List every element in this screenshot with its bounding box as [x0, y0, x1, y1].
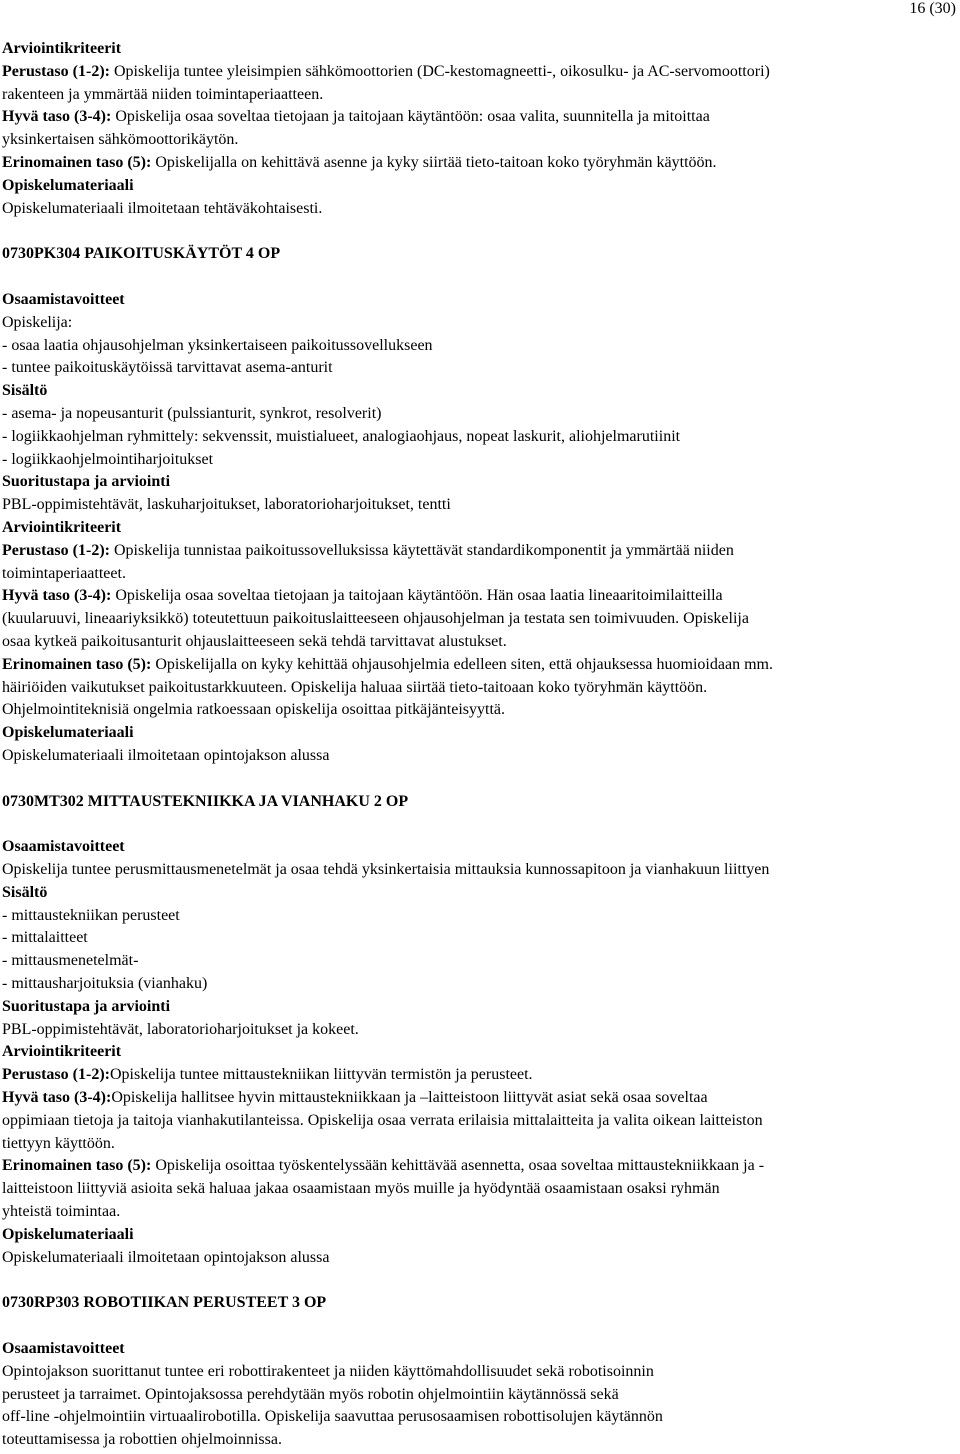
criteria-text-line: yksinkertaisen sähkömoottorikäytön. [2, 131, 239, 149]
criteria-text-line: laitteistoon liittyviä asioita sekä haluaa jakaa osaamistaan myös muille ja hyödyntää osaamistaan osaksi ryhmän [2, 1180, 720, 1198]
criteria-basic-line [2, 61, 958, 84]
goals-line: Opintojakson suorittanut tuntee eri robottirakenteet ja niiden käyttömahdollisuudet sekä robotisoinnin [2, 1362, 654, 1380]
method-text: PBL-oppimistehtävät, laboratorioharjoitukset ja kokeet. [2, 1020, 359, 1038]
criteria-heading: Arviointikriteerit [2, 518, 122, 536]
content-line: - logiikkaohjelmointiharjoitukset [2, 450, 214, 468]
criteria-text-line: rakenteen ja ymmärtää niiden toimintaperiaatteen. [2, 85, 324, 103]
method-heading: Suoritustapa ja arviointi [2, 473, 171, 491]
content-line: - logiikkaohjelman ryhmittely: sekvenssit, muistialueet, analogiaohjaus, nopeat laskurit, aliohjelmarutiinit [2, 427, 681, 445]
criteria-basic-line [2, 540, 958, 563]
criteria-text-line: (kuularuuvi, lineaariyksikkö) toteutettuun paikoituslaitteeseen ohjausohjelman ja testata sen toimivuuden. Opiskelija [2, 610, 749, 628]
goals-line: Opiskelija: [2, 313, 73, 331]
page-number: 16 (30) [909, 0, 956, 17]
course-paikoituskaytot [2, 243, 958, 768]
criteria-text: Opiskelijalla on kehittävä asenne ja kyky siirtää tieto-taitoan koko työryhmän käyttöön. [151, 153, 717, 171]
criteria-level: Hyvä taso (3-4): [2, 1089, 112, 1107]
criteria-text-line: osaa kytkeä paikoitusanturit ohjauslaitteeseen sekä tehdä tarvittavat alustukset. [2, 632, 507, 650]
material-heading: Opiskelumateriaali [2, 176, 134, 194]
goals-line: Opiskelija tuntee perusmittausmenetelmät ja osaa tehdä yksinkertaisia mittauksia kunnossapitoon ja vianhakuun liittyen [2, 861, 770, 879]
criteria-text: Opiskelija hallitsee hyvin mittaustekniikkaan ja –laitteistoon liittyvät asiat sekä osaa soveltaa [111, 1089, 708, 1107]
criteria-text: Opiskelija osaa soveltaa tietojaan ja taitojaan käytäntöön: osaa valita, suunnitella ja mitoittaa [111, 108, 710, 126]
criteria-text-line: häiriöiden vaikutukset paikoitustarkkuuteen. Opiskelija haluaa siirtää tieto-taitoaan koko työryhmän käyttöön. [2, 678, 708, 696]
criteria-text: Opiskelijalla on kyky kehittää ohjausohjelmia edelleen siten, että ohjauksessa huomioidaan mm. [151, 655, 773, 673]
course-title: 0730MT302 MITTAUSTEKNIIKKA JA VIANHAKU 2 OP [2, 792, 409, 810]
criteria-good-line [2, 1087, 958, 1110]
prev-section [2, 38, 958, 220]
goals-heading: Osaamistavoitteet [2, 838, 125, 856]
criteria-excellent-line [2, 152, 958, 175]
content-heading: Sisältö [2, 382, 48, 400]
criteria-text-line: yhteistä toimintaa. [2, 1203, 121, 1221]
criteria-heading: Arviointikriteerit [2, 40, 122, 57]
material-text: Opiskelumateriaali ilmoitetaan opintojakson alussa [2, 1248, 330, 1266]
material-text: Opiskelumateriaali ilmoitetaan opintojakson alussa [2, 746, 330, 764]
criteria-level: Perustaso (1-2): [2, 541, 110, 559]
criteria-text: Opiskelija osoittaa työskentelyssään kehittävää asennetta, osaa soveltaa mittaustekniikkaan ja - [151, 1157, 765, 1175]
content-line: - mittalaitteet [2, 929, 88, 947]
criteria-basic-line [2, 1064, 958, 1087]
criteria-level: Perustaso (1-2): [2, 62, 110, 80]
goals-line: toteuttamisessa ja robottien ohjelmoinnissa. [2, 1431, 282, 1449]
content-heading: Sisältö [2, 883, 48, 901]
criteria-level: Hyvä taso (3-4): [2, 108, 112, 126]
course-mittaustekniikka [2, 791, 958, 1270]
criteria-good-line [2, 585, 958, 608]
criteria-level: Erinomainen taso (5): [2, 1157, 152, 1175]
criteria-text: Opiskelija tunnistaa paikoitussovelluksissa käytettävät standardikomponentit ja ymmärtää niiden [109, 541, 734, 559]
criteria-good-line [2, 106, 958, 129]
content-line: - asema- ja nopeusanturit (pulssianturit, synkrot, resolverit) [2, 404, 382, 422]
content-line: - mittaustekniikan perusteet [2, 906, 180, 924]
method-heading: Suoritustapa ja arviointi [2, 997, 171, 1015]
criteria-level: Erinomainen taso (5): [2, 153, 152, 171]
criteria-text: Opiskelija tuntee yleisimpien sähkömoottorien (DC-kestomagneetti-, oikosulku- ja AC-servomoottori) [109, 62, 770, 80]
goals-line: perusteet ja tarraimet. Opintojaksossa perehdytään myös robotin ohjelmointiin käytännössä sekä [2, 1385, 619, 1403]
criteria-text-line: toimintaperiaatteet. [2, 564, 126, 582]
content-line: - mittausharjoituksia (vianhaku) [2, 975, 208, 993]
material-text: Opiskelumateriaali ilmoitetaan tehtäväkohtaisesti. [2, 199, 323, 217]
course-title: 0730RP303 ROBOTIIKAN PERUSTEET 3 OP [2, 1294, 327, 1312]
goals-heading: Osaamistavoitteet [2, 290, 125, 308]
criteria-text: Opiskelija tuntee mittaustekniikan liittyvän termistön ja perusteet. [109, 1066, 533, 1084]
material-heading: Opiskelumateriaali [2, 724, 134, 742]
criteria-text: Opiskelija osaa soveltaa tietojaan ja taitojaan käytäntöön. Hän osaa laatia lineaaritoimilaitteilla [111, 587, 723, 605]
course-title: 0730PK304 PAIKOITUSKÄYTÖT 4 OP [2, 245, 281, 263]
criteria-text-line: oppimiaan tietoja ja taitoja vianhakutilanteissa. Opiskelija osaa verrata erilaisia mittalaitteita ja valita oikean laitteiston [2, 1111, 763, 1129]
goals-line: - osaa laatia ohjausohjelman yksinkertaiseen paikoitussovellukseen [2, 336, 433, 354]
goals-line: - tuntee paikoituskäytöissä tarvittavat asema-anturit [2, 359, 333, 377]
criteria-level: Hyvä taso (3-4): [2, 587, 112, 605]
criteria-excellent-line [2, 654, 958, 677]
method-text: PBL-oppimistehtävät, laskuharjoitukset, laboratorioharjoitukset, tentti [2, 496, 451, 514]
document-body [2, 38, 958, 1452]
course-robotiikka [2, 1292, 958, 1452]
material-heading: Opiskelumateriaali [2, 1225, 134, 1243]
goals-line: off-line -ohjelmointiin virtuaalirobotilla. Opiskelija saavuttaa perusosaamisen robottisolujen käytännön [2, 1408, 663, 1426]
criteria-text-line: tiettyyn käyttöön. [2, 1134, 115, 1152]
goals-heading: Osaamistavoitteet [2, 1340, 125, 1358]
criteria-level: Perustaso (1-2): [2, 1066, 110, 1084]
criteria-heading: Arviointikriteerit [2, 1043, 122, 1061]
criteria-level: Erinomainen taso (5): [2, 655, 152, 673]
criteria-excellent-line [2, 1155, 958, 1178]
content-line: - mittausmenetelmät- [2, 952, 139, 970]
criteria-text-line: Ohjelmointiteknisiä ongelmia ratkoessaan opiskelija osoittaa pitkäjänteisyyttä. [2, 701, 505, 719]
